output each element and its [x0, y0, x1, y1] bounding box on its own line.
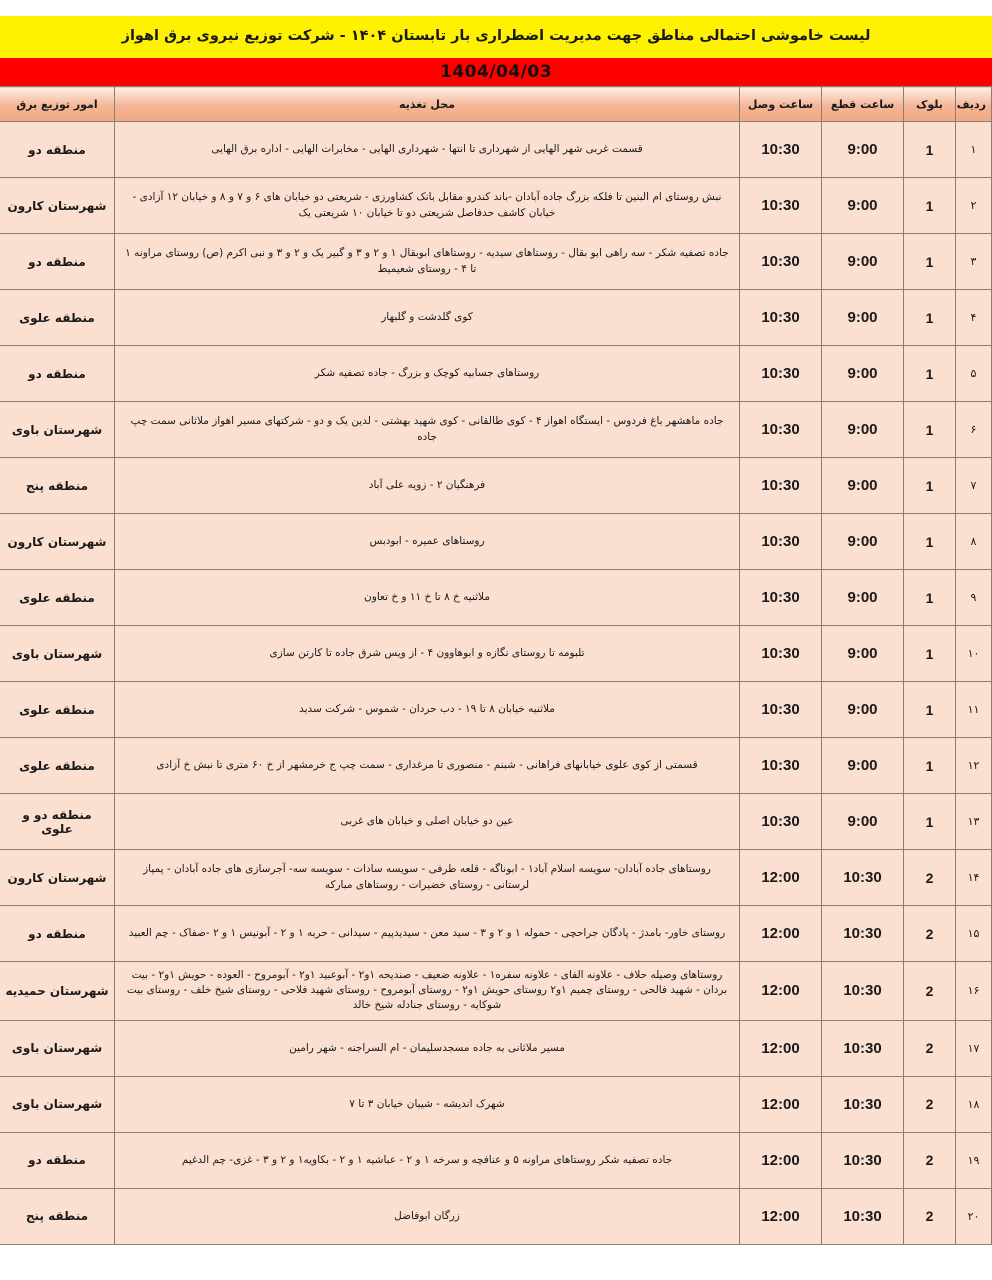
cell-on-time: 10:30 [740, 290, 822, 346]
cell-off-time: 9:00 [822, 346, 904, 402]
cell-off-time: 10:30 [822, 1076, 904, 1132]
cell-off-time: 9:00 [822, 458, 904, 514]
cell-region: منطقه دو [0, 122, 115, 178]
cell-on-time: 10:30 [740, 458, 822, 514]
cell-block: 2 [904, 1020, 956, 1076]
cell-off-time: 10:30 [822, 1020, 904, 1076]
outage-schedule-table [0, 86, 992, 1245]
cell-region: منطقه علوی [0, 738, 115, 794]
table-row [0, 122, 992, 178]
cell-off-time: 10:30 [822, 1188, 904, 1244]
column-header-on-time: ساعت وصل [740, 87, 822, 122]
cell-on-time: 10:30 [740, 626, 822, 682]
table-body [0, 122, 992, 1245]
cell-block: 1 [904, 290, 956, 346]
cell-place: روستاهای جاده آبادان- سویسه اسلام آباد۱ - ابوناگه - قلعه طرفی - سویسه سادات - سویسه سه- آجرسازی های جاده آبادان - پمپاز لرستانی - روستای خضیرات - روستاهای مبارکه [115, 850, 740, 906]
cell-index: ۱۸ [956, 1076, 992, 1132]
cell-on-time: 10:30 [740, 682, 822, 738]
table-row [0, 626, 992, 682]
table-row [0, 682, 992, 738]
cell-index: ۱۵ [956, 906, 992, 962]
table-row [0, 738, 992, 794]
cell-region: شهرستان باوی [0, 1076, 115, 1132]
table-row [0, 514, 992, 570]
cell-index: ۱۱ [956, 682, 992, 738]
cell-on-time: 12:00 [740, 962, 822, 1021]
cell-on-time: 10:30 [740, 346, 822, 402]
cell-off-time: 9:00 [822, 122, 904, 178]
cell-off-time: 9:00 [822, 514, 904, 570]
cell-on-time: 10:30 [740, 514, 822, 570]
cell-block: 1 [904, 626, 956, 682]
cell-index: ۲ [956, 178, 992, 234]
cell-region: منطقه علوی [0, 682, 115, 738]
cell-off-time: 9:00 [822, 402, 904, 458]
cell-region: شهرستان باوی [0, 626, 115, 682]
cell-region: منطقه علوی [0, 570, 115, 626]
cell-index: ۱ [956, 122, 992, 178]
schedule-date: 1404/04/03 [439, 62, 553, 82]
cell-block: 2 [904, 906, 956, 962]
cell-region: منطقه دو [0, 1132, 115, 1188]
cell-on-time: 10:30 [740, 570, 822, 626]
cell-place: روستاهای عمیره - ابودبس [115, 514, 740, 570]
column-header-region: امور توزیع برق [0, 87, 115, 122]
table-row [0, 290, 992, 346]
page-title: لیست خاموشی احتمالی مناطق جهت مدیریت اضطراری بار تابستان ۱۴۰۴ - شرکت توزیع نیروی برق اهواز [121, 28, 871, 45]
cell-on-time: 10:30 [740, 794, 822, 850]
cell-off-time: 10:30 [822, 962, 904, 1021]
cell-block: 2 [904, 850, 956, 906]
table-row [0, 1132, 992, 1188]
cell-off-time: 9:00 [822, 738, 904, 794]
table-row [0, 234, 992, 290]
cell-on-time: 10:30 [740, 178, 822, 234]
table-row [0, 962, 992, 1021]
date-banner [0, 58, 992, 86]
cell-place: مسیر ملاثانی به جاده مسجدسلیمان - ام السراجنه - شهر رامین [115, 1020, 740, 1076]
cell-on-time: 12:00 [740, 1076, 822, 1132]
table-header [0, 87, 992, 122]
cell-region: شهرستان کارون [0, 178, 115, 234]
cell-place: کوی گلدشت و گلبهار [115, 290, 740, 346]
table-row [0, 402, 992, 458]
cell-block: 1 [904, 178, 956, 234]
cell-place: نبش روستای ام البنین تا فلکه بزرگ جاده آبادان -باند کندرو مقابل بانک کشاورزی - شریعتی دو خیابان های ۶ و ۷ و ۸ و خیابان ۱۲ آزادی - خیابان کاشف حدفاصل شریعتی دو تا خیابان ۱۰ شریعتی یک [115, 178, 740, 234]
cell-place: فرهنگیان ۲ - زویه علی آباد [115, 458, 740, 514]
cell-block: 1 [904, 346, 956, 402]
cell-index: ۵ [956, 346, 992, 402]
cell-block: 1 [904, 234, 956, 290]
cell-region: منطقه علوی [0, 290, 115, 346]
cell-region: شهرستان حمیدیه [0, 962, 115, 1021]
cell-index: ۱۰ [956, 626, 992, 682]
cell-off-time: 10:30 [822, 850, 904, 906]
table-row [0, 178, 992, 234]
table-row [0, 794, 992, 850]
cell-index: ۱۴ [956, 850, 992, 906]
cell-index: ۳ [956, 234, 992, 290]
cell-place: شهرک اندیشه - شیبان خیابان ۳ تا ۷ [115, 1076, 740, 1132]
cell-place: جاده تصفیه شکر - سه راهی ابو بقال - روستاهای سیدیه - روستاهای ابوبقال ۱ و ۲ و ۳ و گبیر یک و ۲ و ۳ و نبی اکرم (ص) روستای مراونه ۱ تا ۴ - روستای شعیمیط [115, 234, 740, 290]
cell-off-time: 9:00 [822, 682, 904, 738]
table-row [0, 346, 992, 402]
cell-index: ۷ [956, 458, 992, 514]
cell-block: 1 [904, 682, 956, 738]
cell-place: روستاهای وصیله حلاف - علاونه الفای - علاونه سفره۱ - علاونه ضعیف - صندیحه ۱و۲ - آبوعبید ۱و۲ - آبومروح - العوده - حویش ۱و۲ - بیت بردان - شهید فالحی - روستای چمیم ۱و۲ روستای حویش ۱و۲ - روستای آبومروح - روستای شهید فلاحی - روستای شیخ خلف - روستای بیت شوکایه - روستای جنادله شیخ خالد [115, 962, 740, 1021]
cell-region: شهرستان باوی [0, 402, 115, 458]
cell-index: ۸ [956, 514, 992, 570]
cell-off-time: 9:00 [822, 570, 904, 626]
cell-region: شهرستان کارون [0, 850, 115, 906]
cell-region: منطقه دو و علوی [0, 794, 115, 850]
cell-block: 2 [904, 1188, 956, 1244]
cell-region: شهرستان باوی [0, 1020, 115, 1076]
cell-block: 2 [904, 1132, 956, 1188]
cell-block: 1 [904, 402, 956, 458]
column-header-off-time: ساعت قطع [822, 87, 904, 122]
table-row [0, 1188, 992, 1244]
cell-block: 1 [904, 458, 956, 514]
table-row [0, 850, 992, 906]
cell-place: روستای خاور- بامدژ - پادگان جراحچی - حموله ۱ و ۲ و ۳ - سید معن - سیدیدپیم - سیدانی - حربه ۱ و ۲ - آبونیس ۱ و ۲ -صفاک - چم العبید [115, 906, 740, 962]
page-top-spacer [0, 0, 992, 16]
cell-index: ۱۳ [956, 794, 992, 850]
cell-index: ۱۶ [956, 962, 992, 1021]
cell-index: ۴ [956, 290, 992, 346]
cell-block: 2 [904, 962, 956, 1021]
cell-block: 2 [904, 1076, 956, 1132]
cell-region: منطقه دو [0, 346, 115, 402]
column-header-place: محل تغذیه [115, 87, 740, 122]
cell-region: منطقه پنج [0, 1188, 115, 1244]
cell-block: 1 [904, 570, 956, 626]
header-row [0, 87, 992, 122]
title-banner [0, 16, 992, 58]
cell-place: جاده تصفیه شکر روستاهای مراونه ۵ و عنافچه و سرخه ۱ و ۲ - عباشیه ۱ و ۲ - بکاویه۱ و ۲ و ۳ - غزی- چم الدغیم [115, 1132, 740, 1188]
cell-on-time: 10:30 [740, 234, 822, 290]
column-header-block: بلوک [904, 87, 956, 122]
cell-place: زرگان ابوفاضل [115, 1188, 740, 1244]
cell-place: عین دو خیابان اصلی و خیابان های غربی [115, 794, 740, 850]
cell-block: 1 [904, 514, 956, 570]
cell-off-time: 9:00 [822, 290, 904, 346]
cell-place: تلبومه تا روستای نگازه و ابوهاوون ۴ - از ویس شرق جاده تا کارتن سازی [115, 626, 740, 682]
cell-on-time: 12:00 [740, 1020, 822, 1076]
cell-place: قسمت غربی شهر الهایی از شهرداری تا انتها - شهرداری الهایی - مخابرات الهایی - اداره برق الهایی [115, 122, 740, 178]
cell-index: ۹ [956, 570, 992, 626]
table-row [0, 906, 992, 962]
cell-on-time: 10:30 [740, 402, 822, 458]
cell-index: ۱۲ [956, 738, 992, 794]
cell-region: منطقه دو [0, 234, 115, 290]
cell-region: منطقه دو [0, 906, 115, 962]
cell-on-time: 12:00 [740, 1188, 822, 1244]
table-row [0, 458, 992, 514]
table-row [0, 570, 992, 626]
cell-place: ملاثنیه خیابان ۸ تا ۱۹ - دب حردان - شموس - شرکت سدید [115, 682, 740, 738]
cell-place: ملاثنیه خ ۸ تا خ ۱۱ و خ تعاون [115, 570, 740, 626]
cell-region: شهرستان کارون [0, 514, 115, 570]
cell-on-time: 12:00 [740, 1132, 822, 1188]
cell-index: ۱۹ [956, 1132, 992, 1188]
cell-place: جاده ماهشهر باغ فردوس - ایستگاه اهواز ۴ - کوی طالقانی - کوی شهید بهشتی - لدین یک و دو - شرکتهای مسیر اهواز ملاثانی سمت چپ جاده [115, 402, 740, 458]
cell-on-time: 10:30 [740, 738, 822, 794]
column-header-index: ردیف [956, 87, 992, 122]
cell-off-time: 10:30 [822, 1132, 904, 1188]
cell-block: 1 [904, 794, 956, 850]
cell-place: قسمتی از کوی علوی خیابانهای فراهانی - شبنم - منصوری تا مرغداری - سمت چپ ج خرمشهر از خ ۶۰ متری تا نبش خ آزادی [115, 738, 740, 794]
cell-block: 1 [904, 738, 956, 794]
cell-region: منطقه پنج [0, 458, 115, 514]
cell-on-time: 10:30 [740, 122, 822, 178]
cell-off-time: 9:00 [822, 794, 904, 850]
cell-off-time: 9:00 [822, 178, 904, 234]
cell-place: روستاهای جسابیه کوچک و بزرگ - جاده تصفیه شکر [115, 346, 740, 402]
cell-on-time: 12:00 [740, 850, 822, 906]
cell-index: ۲۰ [956, 1188, 992, 1244]
cell-index: ۶ [956, 402, 992, 458]
table-row [0, 1020, 992, 1076]
cell-off-time: 10:30 [822, 906, 904, 962]
table-row [0, 1076, 992, 1132]
cell-on-time: 12:00 [740, 906, 822, 962]
cell-off-time: 9:00 [822, 234, 904, 290]
cell-block: 1 [904, 122, 956, 178]
cell-index: ۱۷ [956, 1020, 992, 1076]
cell-off-time: 9:00 [822, 626, 904, 682]
